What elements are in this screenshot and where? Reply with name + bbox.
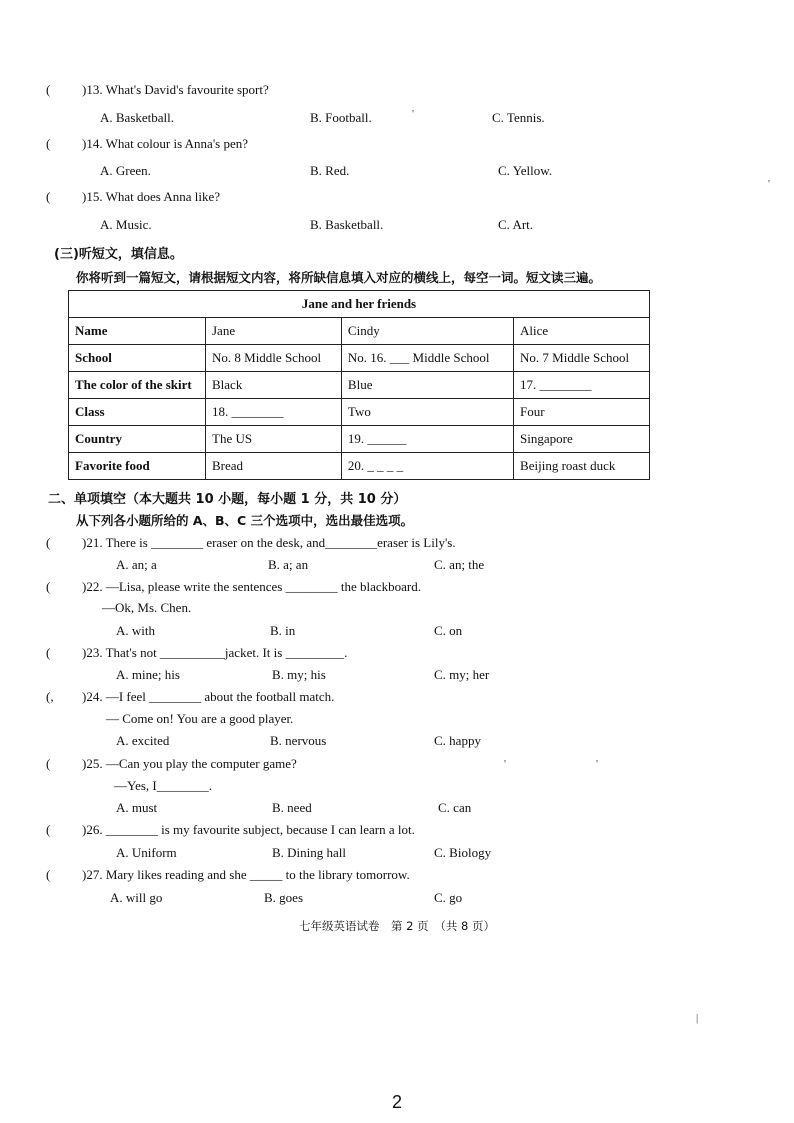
scan-mark: | — [696, 1012, 699, 1024]
blank-cell[interactable]: 18. ________ — [206, 399, 342, 426]
question-stem: )21. There is ________ eraser on the desk, and________eraser is Lily's. — [82, 535, 456, 550]
table-cell: Alice — [514, 318, 650, 345]
option-a: A. Uniform — [116, 845, 177, 860]
table-cell: Beijing roast duck — [514, 453, 650, 480]
option-b: B. need — [272, 800, 312, 815]
row-label: The color of the skirt — [69, 372, 206, 399]
blank-cell[interactable]: 20. _ _ _ _ — [341, 453, 513, 480]
question-stem: )14. What colour is Anna's pen? — [82, 136, 249, 151]
question-stem: )24. —I feel ________ about the football match. — [82, 689, 335, 704]
question-14 — [46, 136, 248, 152]
answer-bracket: ( — [46, 136, 51, 151]
scan-mark: ' — [596, 758, 598, 770]
option-a: A. Basketball. — [100, 110, 175, 125]
table-cell: Blue — [341, 372, 513, 399]
option-c: C. my; her — [434, 667, 490, 682]
table-row — [69, 399, 650, 426]
section-2-title: 二、单项填空（本大题共 10 小题，每小题 1 分，共 10 分） — [48, 492, 407, 507]
option-c: C. Tennis. — [492, 110, 545, 125]
table-cell: No. 7 Middle School — [514, 345, 650, 372]
option-a: A. Music. — [100, 217, 152, 232]
question-stem: )15. What does Anna like? — [82, 189, 221, 204]
option-a: A. mine; his — [116, 667, 180, 682]
option-a: A. with — [116, 623, 155, 638]
option-c: C. can — [438, 800, 472, 815]
question-stem: )13. What's David's favourite sport? — [82, 82, 269, 97]
answer-bracket: (, — [46, 689, 54, 704]
info-table — [68, 290, 650, 480]
option-a: A. excited — [116, 733, 170, 748]
page-number: 2 — [391, 1092, 402, 1112]
dialog-reply: —Yes, I________. — [114, 778, 212, 793]
page-footer: 七年级英语试卷 第 2 页 （共 8 页） — [298, 919, 495, 933]
section-3-title: (三)听短文，填信息。 — [54, 247, 183, 262]
row-label: Name — [69, 318, 206, 345]
question-24 — [46, 689, 334, 705]
table-cell: Four — [514, 399, 650, 426]
table-cell: The US — [206, 426, 342, 453]
question-stem: )26. ________ is my favourite subject, because I can learn a lot. — [82, 822, 415, 837]
option-c: C. Art. — [498, 217, 534, 232]
question-13 — [46, 82, 269, 98]
table-cell: Jane — [206, 318, 342, 345]
option-a: A. must — [116, 800, 158, 815]
question-stem: )27. Mary likes reading and she _____ to the library tomorrow. — [82, 867, 410, 882]
option-c: C. an; the — [434, 557, 485, 572]
option-b: B. Dining hall — [272, 845, 347, 860]
answer-bracket: ( — [46, 645, 51, 660]
option-b: B. Basketball. — [310, 217, 384, 232]
question-26 — [46, 822, 415, 838]
option-b: B. a; an — [268, 557, 309, 572]
table-cell: Two — [341, 399, 513, 426]
option-c: C. happy — [434, 733, 481, 748]
option-a: A. Green. — [100, 163, 151, 178]
table-row — [69, 426, 650, 453]
question-stem: )25. —Can you play the computer game? — [82, 756, 297, 771]
table-row — [69, 345, 650, 372]
row-label: Favorite food — [69, 453, 206, 480]
option-a: A. will go — [110, 890, 163, 905]
option-a: A. an; a — [116, 557, 157, 572]
answer-bracket: ( — [46, 867, 51, 882]
table-row — [69, 372, 650, 399]
option-b: B. in — [270, 623, 296, 638]
dialog-reply: —Ok, Ms. Chen. — [102, 600, 192, 615]
row-label: Country — [69, 426, 206, 453]
table-cell: Singapore — [514, 426, 650, 453]
table-row — [69, 453, 650, 480]
answer-bracket: ( — [46, 82, 51, 97]
question-15 — [46, 189, 220, 205]
option-c: C. go — [434, 890, 463, 905]
scan-mark: ' — [504, 758, 506, 770]
dialog-reply: — Come on! You are a good player. — [106, 711, 294, 726]
row-label: School — [69, 345, 206, 372]
answer-bracket: ( — [46, 535, 51, 550]
option-b: B. nervous — [270, 733, 327, 748]
answer-bracket: ( — [46, 822, 51, 837]
table-cell: Bread — [206, 453, 342, 480]
section-2-instruction: 从下列各小题所给的 A、B、C 三个选项中，选出最佳选项。 — [76, 513, 414, 528]
answer-bracket: ( — [46, 189, 51, 204]
question-stem: )23. That's not __________jacket. It is _________. — [82, 645, 348, 660]
question-stem: )22. —Lisa, please write the sentences ________ the blackboard. — [82, 579, 421, 594]
question-21 — [46, 535, 456, 551]
option-c: C. Yellow. — [498, 163, 553, 178]
option-b: B. goes — [264, 890, 303, 905]
section-3-instruction: 你将听到一篇短文，请根据短文内容，将所缺信息填入对应的横线上，每空一词。短文读三遍。 — [76, 270, 602, 285]
table-cell: Cindy — [341, 318, 513, 345]
option-c: C. on — [434, 623, 463, 638]
table-cell: Black — [206, 372, 342, 399]
question-23 — [46, 645, 347, 661]
scan-mark: ' — [768, 178, 770, 190]
option-b: B. my; his — [272, 667, 326, 682]
table-title: Jane and her friends — [69, 291, 650, 318]
row-label: Class — [69, 399, 206, 426]
option-b: B. Football. — [310, 110, 372, 125]
answer-bracket: ( — [46, 756, 51, 771]
blank-cell[interactable]: No. 16. ___ Middle School — [341, 345, 513, 372]
blank-cell[interactable]: 19. ______ — [341, 426, 513, 453]
question-25 — [46, 756, 297, 772]
question-27 — [46, 867, 410, 883]
answer-bracket: ( — [46, 579, 51, 594]
scan-mark: ' — [412, 108, 414, 120]
option-b: B. Red. — [310, 163, 350, 178]
table-row — [69, 318, 650, 345]
question-22 — [46, 579, 421, 595]
blank-cell[interactable]: 17. ________ — [514, 372, 650, 399]
option-c: C. Biology — [434, 845, 492, 860]
table-cell: No. 8 Middle School — [206, 345, 342, 372]
